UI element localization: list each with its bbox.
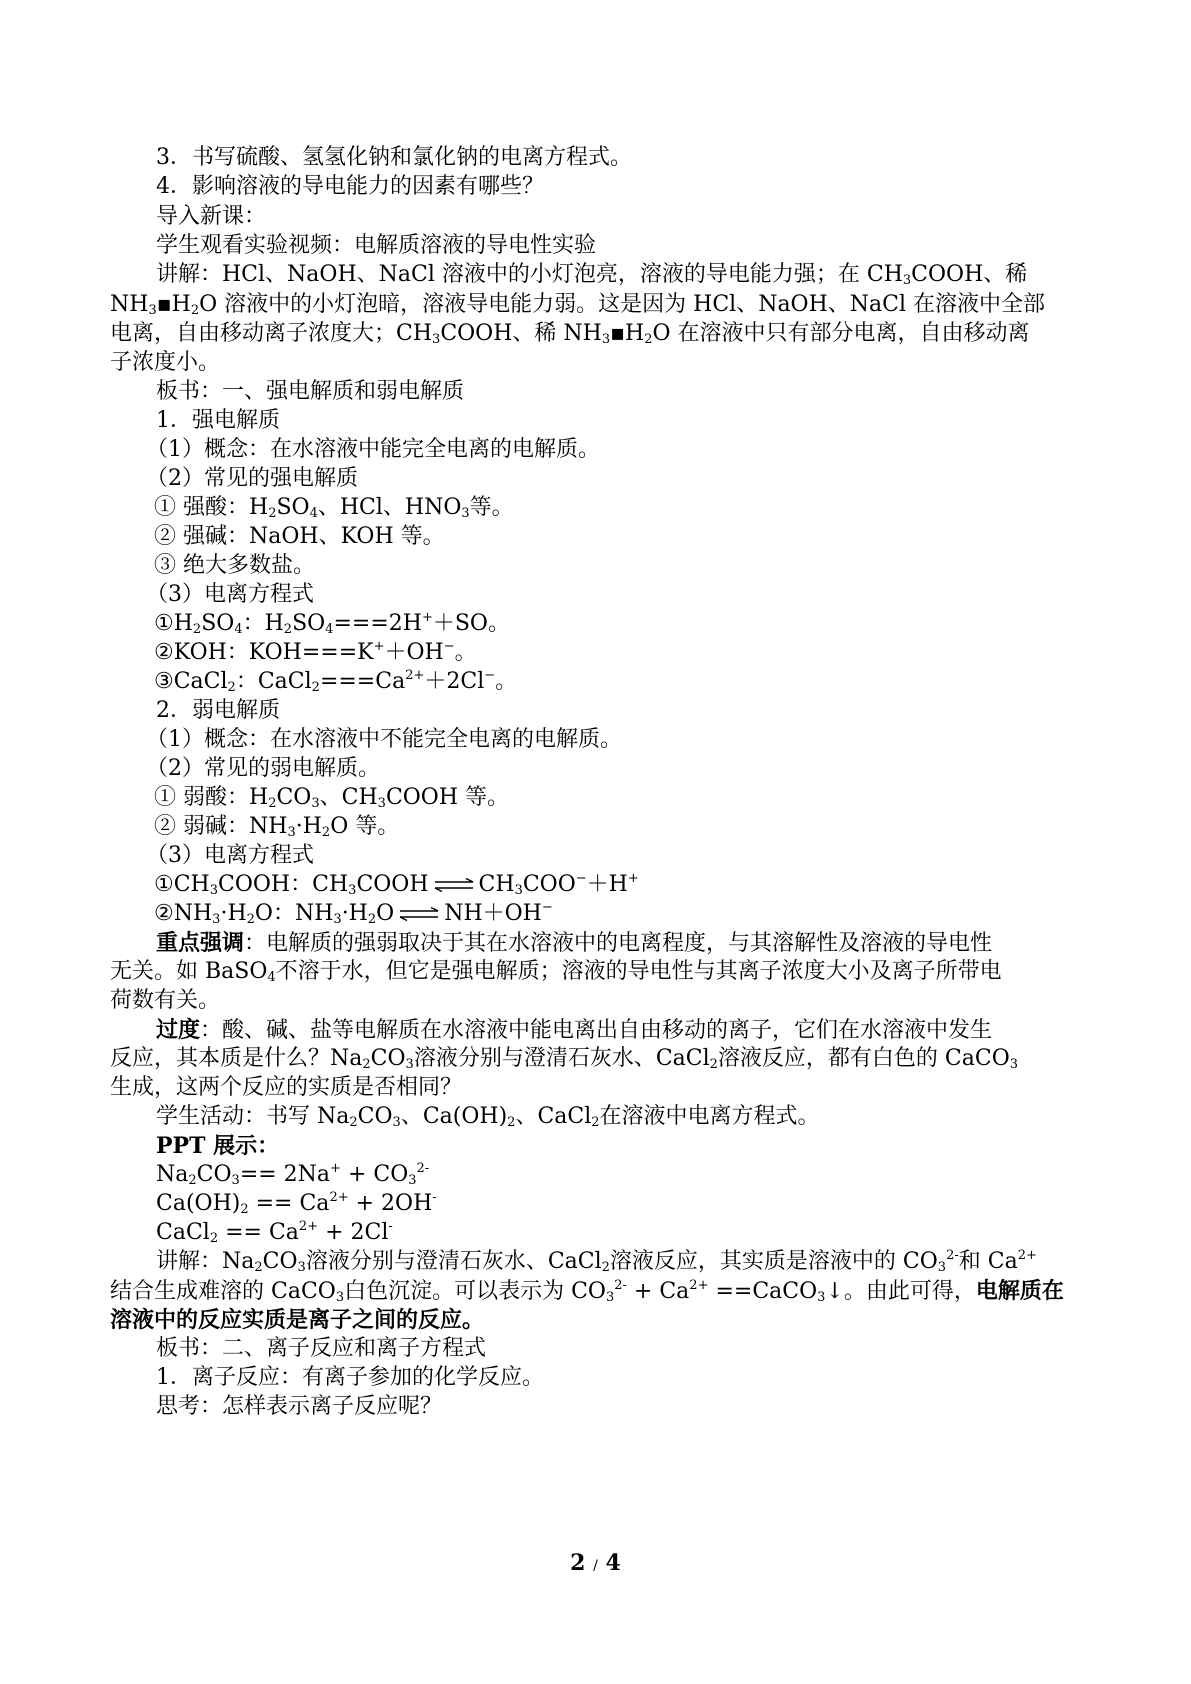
page-current: 2 [570,1550,586,1576]
subsection-heading: 1．强电解质 [156,408,280,433]
equilibrium-arrow-icon [396,907,442,921]
equation-line: $①H_2SO_4$：$H_2SO_4===2H^++SO$。 [154,610,510,637]
text-line: 3．书写硫酸、氢氢化钠和氯化钠的电离方程式。 [156,145,632,170]
page-separator: / [593,1558,598,1574]
text-line: ② 弱碱：$NH_3\cdot H_2O$ 等。 [154,814,400,840]
text-line: ① 弱酸：$H_2CO_3$、$CH_3COOH$ 等。 [154,785,510,811]
text-line: 荷数有关。 [110,988,221,1013]
page-number [0,1550,1191,1576]
text-line: 结合生成难溶的 CaCO$_3$白色沉淀。可以表示为 $CO_3^{2-} + Ca^{2+}$ ==CaCO$_3$↓。由此可得，电解质在 [110,1278,1064,1305]
text-line: （3）电离方程式 [146,843,314,868]
equation-line: ③CaCl$_2$：$CaCl_2===Ca^{2+}+2Cl^-$。 [154,668,518,695]
text-line: （1）概念：在水溶液中不能完全电离的电解质。 [146,727,622,752]
equation-line: $①CH_3COOH$：$CH_3COOH$ $CH_3COO^-+H^+$ [154,871,639,898]
text-line: （2）常见的强电解质 [146,466,358,491]
text-line: （2）常见的弱电解质。 [146,756,380,781]
text-line: 过度：酸、碱、盐等电解质在水溶液中能电离出自由移动的离子，它们在水溶液中发生 [156,1017,993,1043]
text-line: PPT 展示： [156,1133,280,1159]
section-heading: 板书：一、强电解质和弱电解质 [156,379,465,404]
equation-line: ②KOH：KOH===K+＋OH−。 [154,639,477,665]
equation-line: CaCl$_2$ == $Ca^{2+} + 2Cl^-$ [156,1219,393,1246]
text-line: $NH_3▪H_2O$ 溶液中的小灯泡暗，溶液导电能力弱。这是因为 HCl、NaOH、NaCl 在溶液中全部 [110,292,1046,318]
text-line: 重点强调：电解质的强弱取决于其在水溶液中的电离程度，与其溶解性及溶液的导电性 [156,930,993,956]
text-line: 讲解：$Na_2CO_3$溶液分别与澄清石灰水、CaCl$_2$溶液反应，其实质是溶液中的 $CO_3^{2-}$和 $Ca^{2+}$ [156,1248,1037,1275]
text-line: 4．影响溶液的导电能力的因素有哪些？ [156,174,544,199]
text-line: 学生活动：书写 $Na_2CO_3$、$Ca(OH)_2$、CaCl$_2$在溶液中电离方程式。 [156,1104,820,1130]
text-line: （3）电离方程式 [146,582,314,607]
section-heading: 板书：二、离子反应和离子方程式 [156,1336,487,1361]
text-line: 反应，其本质是什么？$Na_2CO_3$溶液分别与澄清石灰水、CaCl$_2$溶液反应，都有白色的 CaCO$_3$ [110,1046,1019,1072]
subsection-heading: 2．弱电解质 [156,698,280,723]
equation-line: $②NH_3\cdot H_2O$：$NH_3\cdot H_2O$ NH＋OH− [154,900,553,927]
text-line: （1）概念：在水溶液中能完全电离的电解质。 [146,437,600,462]
equation-line: $Ca(OH)_2 == Ca^{2+} + 2OH^-$ [156,1190,437,1217]
text-line: 无关。如 BaSO$_4$不溶于水，但它是强电解质；溶液的导电性与其离子浓度大小及离子所带电 [110,959,1002,985]
text-line: 讲解：HCl、NaOH、NaCl 溶液中的小灯泡亮，溶液的导电能力强；在 $CH_3COOH$、稀 [156,262,1028,288]
text-line: ① 强酸：$H_2SO_4$、HCl、$HNO_3$等。 [154,495,514,521]
text-line: 1．离子反应：有离子参加的化学反应。 [156,1365,544,1390]
page-total: 4 [605,1550,621,1576]
equation-line: $Na_2CO_3== 2Na^+ + CO_3^{2-}$ [156,1161,430,1188]
text-line: 生成，这两个反应的实质是否相同？ [110,1075,463,1100]
text-line: 溶液中的反应实质是离子之间的反应。 [110,1307,485,1333]
text-line: 学生观看实验视频：电解质溶液的导电性实验 [156,233,597,258]
text-line: 导入新课： [156,204,267,229]
text-line: ③ 绝大多数盐。 [154,553,315,578]
text-line: ② 强碱：NaOH、KOH 等。 [154,524,445,549]
text-line: 电离，自由移动离子浓度大；$CH_3COOH$、稀 $NH_3▪H_2O$ 在溶液中只有部分电离，自由移动离 [110,321,1030,347]
equilibrium-arrow-icon [431,878,477,892]
text-line: 子浓度小。 [110,350,221,375]
text-line: 思考：怎样表示离子反应呢？ [156,1394,443,1419]
